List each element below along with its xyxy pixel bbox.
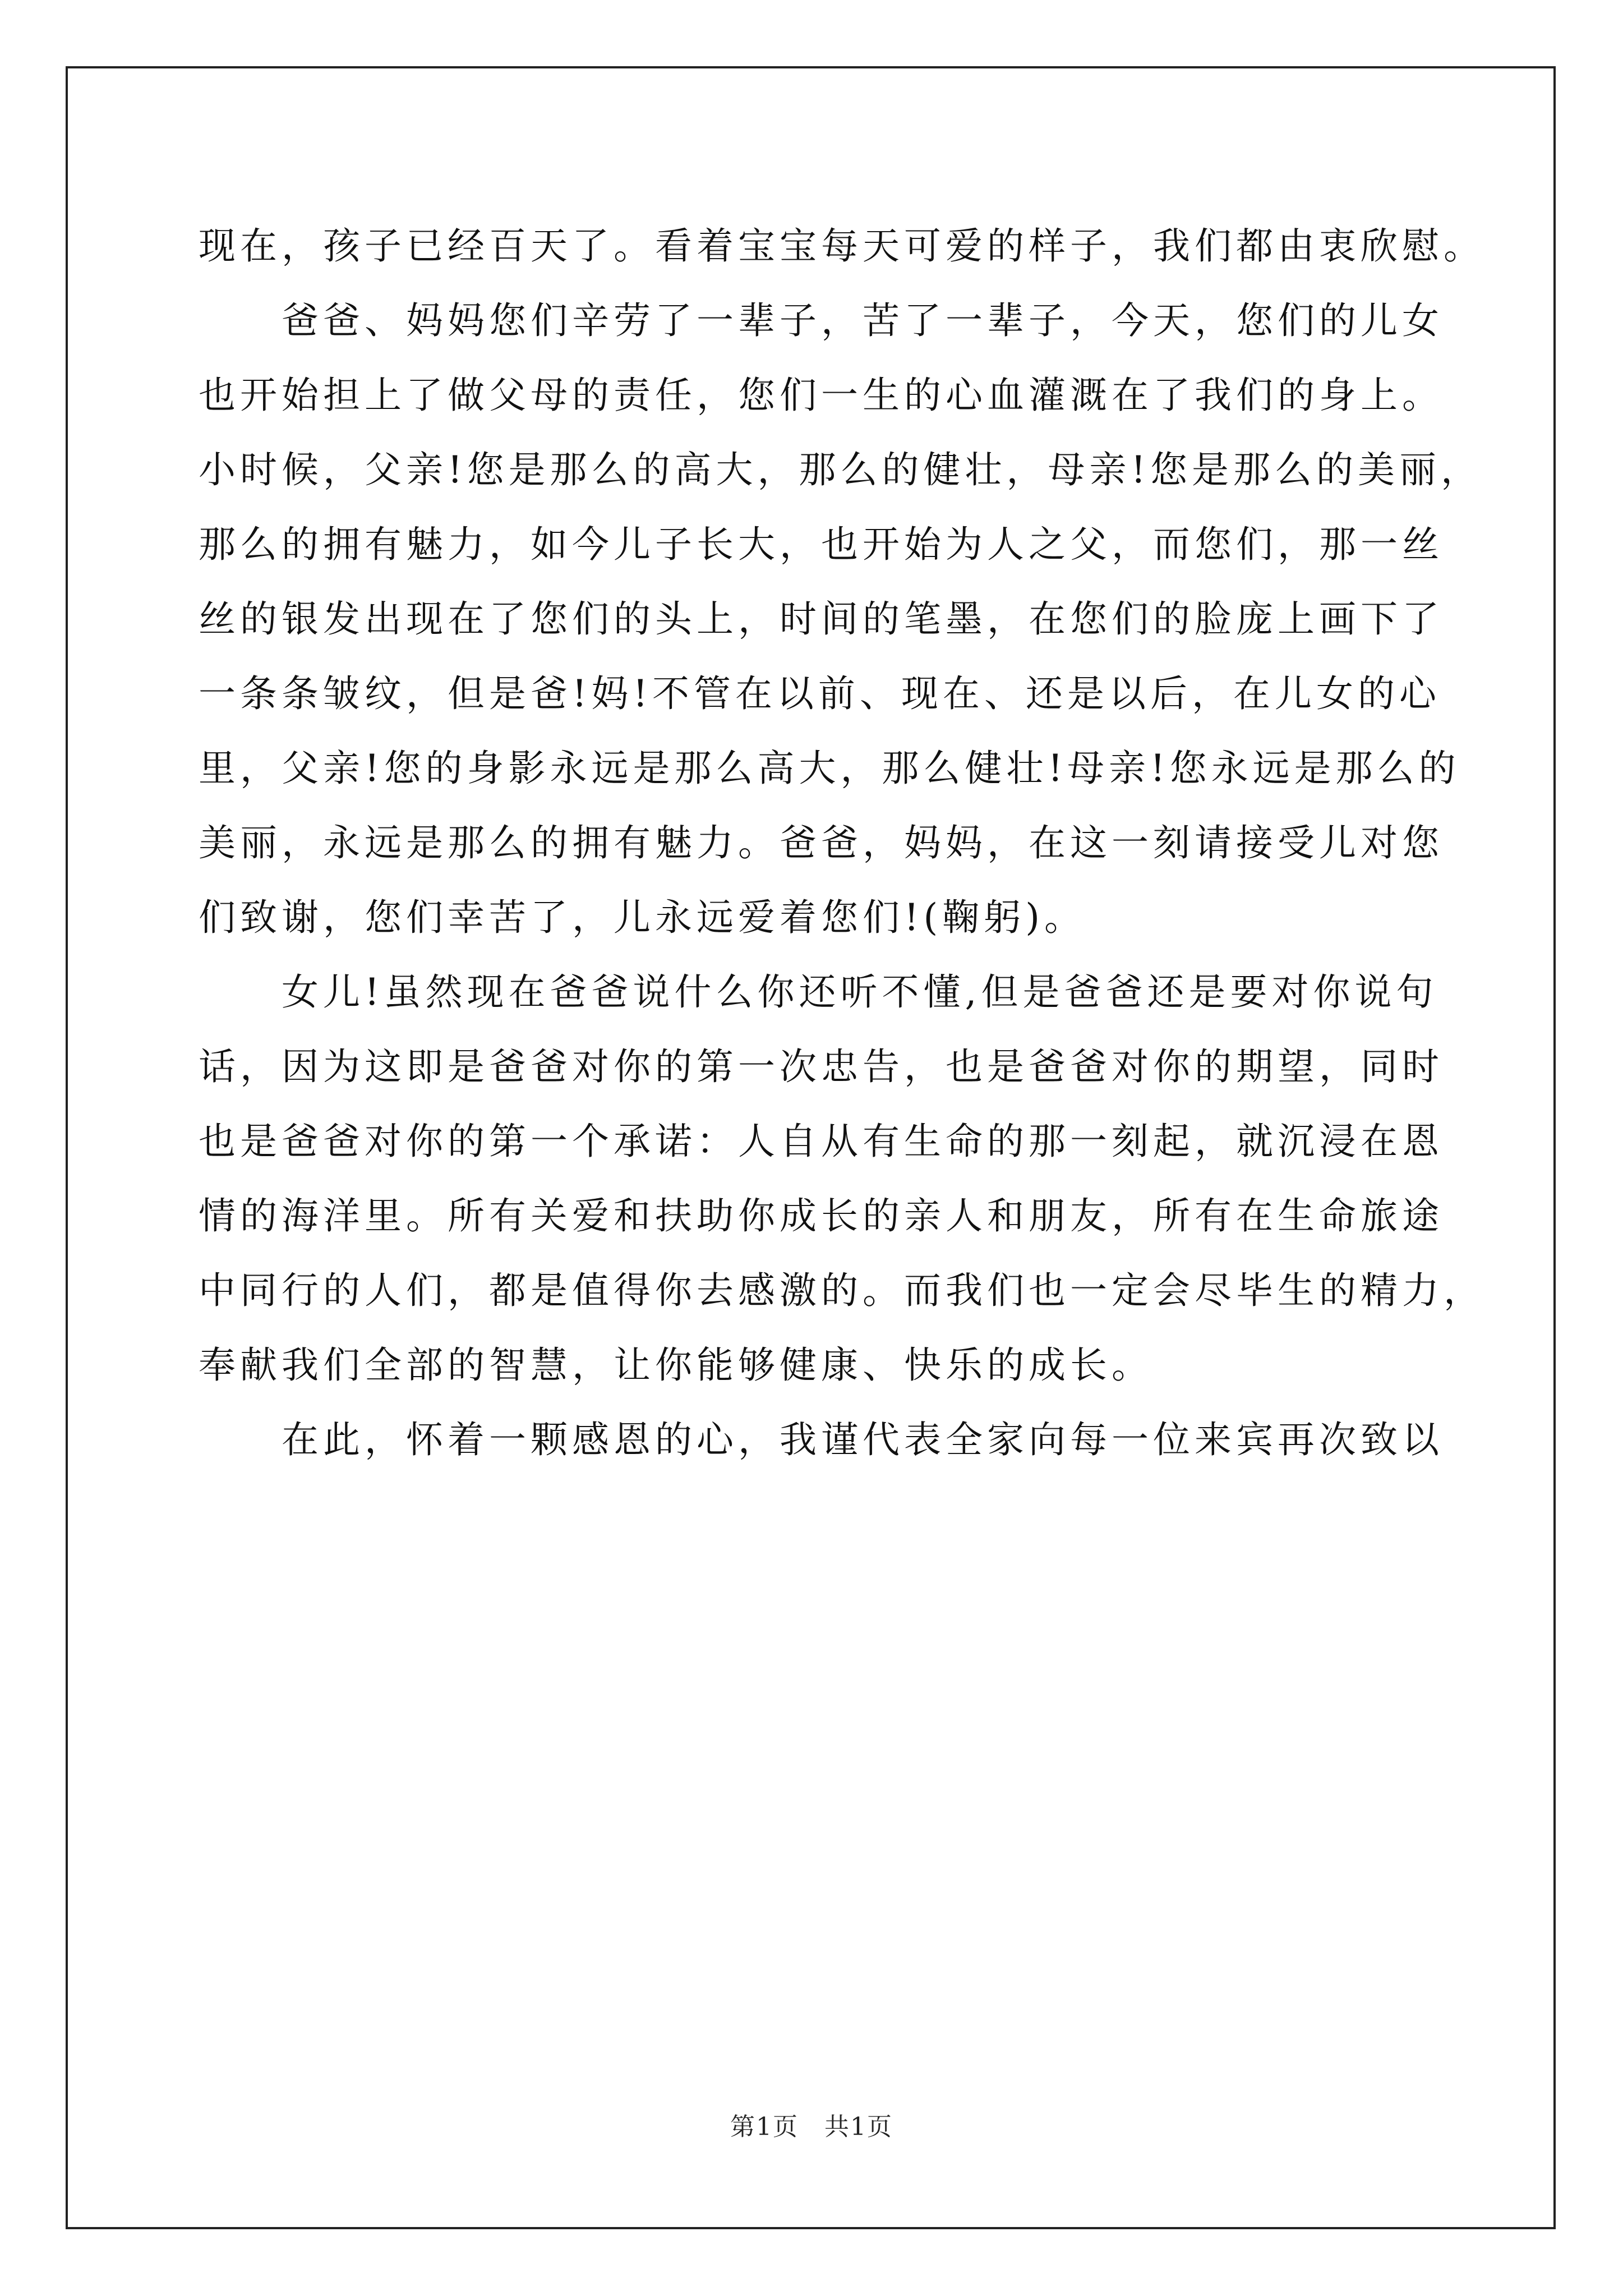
text-line: 也开始担上了做父母的责任，您们一生的心血灌溉在了我们的身上。 xyxy=(199,374,1444,417)
text-line: 话，因为这即是爸爸对你的第一次忠告，也是爸爸对你的期望，同时 xyxy=(199,1045,1444,1088)
text-line: 小时候，父亲!您是那么的高大，那么的健壮，母亲!您是那么的美丽， xyxy=(199,448,1483,491)
page-number-footer: 第1页 共1页 xyxy=(730,2113,893,2141)
text-line: 在此，怀着一颗感恩的心，我谨代表全家向每一位来宾再次致以 xyxy=(199,1418,1444,1461)
text-line: 情的海洋里。所有关爱和扶助你成长的亲人和朋友，所有在生命旅途 xyxy=(199,1194,1444,1237)
text-line: 爸爸、妈妈您们辛劳了一辈子，苦了一辈子，今天，您们的儿女 xyxy=(199,299,1444,342)
text-line: 现在，孩子已经百天了。看着宝宝每天可爱的样子，我们都由衷欣慰。 xyxy=(199,224,1485,268)
text-line: 也是爸爸对你的第一个承诺：人自从有生命的那一刻起，就沉浸在恩 xyxy=(199,1120,1444,1163)
document-body xyxy=(199,209,1485,1477)
text-line: 丝的银发出现在了您们的头上，时间的笔墨，在您们的脸庞上画下了 xyxy=(199,597,1444,641)
text-line: 奉献我们全部的智慧，让你能够健康、快乐的成长。 xyxy=(199,1343,1153,1387)
text-line: 里，父亲!您的身影永远是那么高大，那么健壮!母亲!您永远是那么的 xyxy=(199,747,1460,790)
text-line: 女儿!虽然现在爸爸说什么你还听不懂,但是爸爸还是要对你说句 xyxy=(199,970,1438,1014)
text-line: 美丽，永远是那么的拥有魅力。爸爸，妈妈，在这一刻请接受儿对您 xyxy=(199,821,1444,864)
text-line: 一条条皱纹，但是爸!妈!不管在以前、现在、还是以后，在儿女的心 xyxy=(199,672,1441,715)
text-line: 那么的拥有魅力，如今儿子长大，也开始为人之父，而您们，那一丝 xyxy=(199,523,1444,566)
text-line: 们致谢，您们幸苦了，儿永远爱着您们!(鞠躬)。 xyxy=(199,896,1086,939)
text-line: 中同行的人们，都是值得你去感激的。而我们也一定会尽毕生的精力， xyxy=(199,1269,1485,1312)
